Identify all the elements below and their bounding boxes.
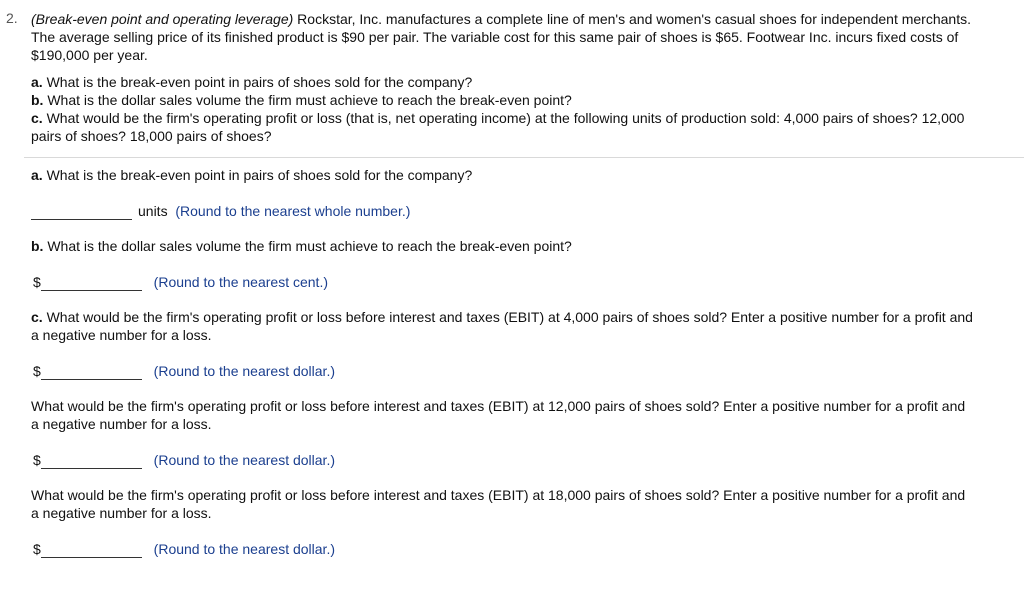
answer-c-label: c. — [31, 309, 43, 325]
part-b-label: b. — [31, 92, 44, 108]
round-whole-number-hint: (Round to the nearest whole number.) — [175, 203, 411, 219]
break-even-units-input[interactable] — [31, 201, 132, 220]
ebit-18000-input[interactable] — [41, 539, 142, 558]
answer-b-text: What is the dollar sales volume the firm must achieve to reach the break-even point? — [43, 238, 572, 254]
part-a-question — [31, 73, 1021, 91]
part-c-question-continuation: pairs of shoes? 18,000 pairs of shoes? — [31, 128, 272, 144]
answer-c2-text-2: a negative number for a loss. — [31, 416, 212, 432]
dollar-sign: $ — [33, 363, 41, 379]
part-b-question — [31, 91, 1021, 109]
dollar-sign: $ — [33, 274, 41, 290]
intro-text-1: Rockstar, Inc. manufactures a complete line of men's and women's casual shoes for independent merchants. — [293, 11, 971, 27]
intro-line-3: $190,000 per year. — [31, 47, 148, 63]
round-dollar-hint: (Round to the nearest dollar.) — [153, 541, 336, 557]
intro-line-2: The average selling price of its finished product is $90 per pair. The variable cost for this same pair of shoes is $65. Footwear Inc. incurs fixed costs of — [31, 29, 959, 45]
part-c-label: c. — [31, 110, 43, 126]
units-label: units — [138, 203, 168, 219]
part-a-label: a. — [31, 74, 43, 90]
round-dollar-hint: (Round to the nearest dollar.) — [153, 452, 336, 468]
answer-a-prompt — [31, 166, 1021, 184]
ebit-12000-input[interactable] — [41, 450, 142, 469]
part-c-question — [31, 109, 1021, 127]
answer-c3-text-2: a negative number for a loss. — [31, 505, 212, 521]
part-b-text: What is the dollar sales volume the firm must achieve to reach the break-even point? — [43, 92, 572, 108]
round-dollar-hint: (Round to the nearest dollar.) — [153, 363, 336, 379]
question-statement — [31, 10, 1021, 145]
dollar-sign: $ — [33, 541, 41, 557]
answer-c2-text-1: What would be the firm's operating profit or loss before interest and taxes (EBIT) at 12,000 pairs of shoes sold? Enter a positive number for a profit and — [31, 398, 966, 414]
answer-c1-text-1: What would be the firm's operating profit or loss before interest and taxes (EBIT) at 4,000 pairs of shoes sold? Enter a positive number for a profit and — [42, 309, 973, 325]
intro-line-1 — [31, 10, 1021, 28]
question-number: 2. — [6, 10, 18, 26]
section-divider — [24, 157, 1024, 158]
answer-b-row — [31, 272, 328, 292]
dollar-sign: $ — [33, 452, 41, 468]
answer-c3-text-1: What would be the firm's operating profit or loss before interest and taxes (EBIT) at 18,000 pairs of shoes sold? Enter a positive number for a profit and — [31, 487, 966, 503]
answer-c1-row — [31, 361, 335, 381]
answer-a-row — [31, 201, 410, 221]
answer-b-label: b. — [31, 238, 44, 254]
answer-a-text: What is the break-even point in pairs of shoes sold for the company? — [42, 167, 473, 183]
answer-b-prompt — [31, 237, 1021, 255]
answer-c1-prompt — [31, 308, 1021, 344]
answer-c2-row — [31, 450, 335, 470]
question-topic: (Break-even point and operating leverage) — [31, 11, 294, 27]
part-a-text: What is the break-even point in pairs of shoes sold for the company? — [42, 74, 473, 90]
round-cent-hint: (Round to the nearest cent.) — [153, 274, 328, 290]
ebit-4000-input[interactable] — [41, 361, 142, 380]
answer-a-label: a. — [31, 167, 43, 183]
answer-c1-text-2: a negative number for a loss. — [31, 327, 212, 343]
break-even-sales-input[interactable] — [41, 272, 142, 291]
answer-c2-prompt — [31, 397, 1021, 433]
answer-c3-prompt — [31, 486, 1021, 522]
answer-c3-row — [31, 539, 335, 559]
part-c-text: What would be the firm's operating profit or loss (that is, net operating income) at the following units of production sold: 4,000 pairs of shoes? 12,000 — [42, 110, 965, 126]
